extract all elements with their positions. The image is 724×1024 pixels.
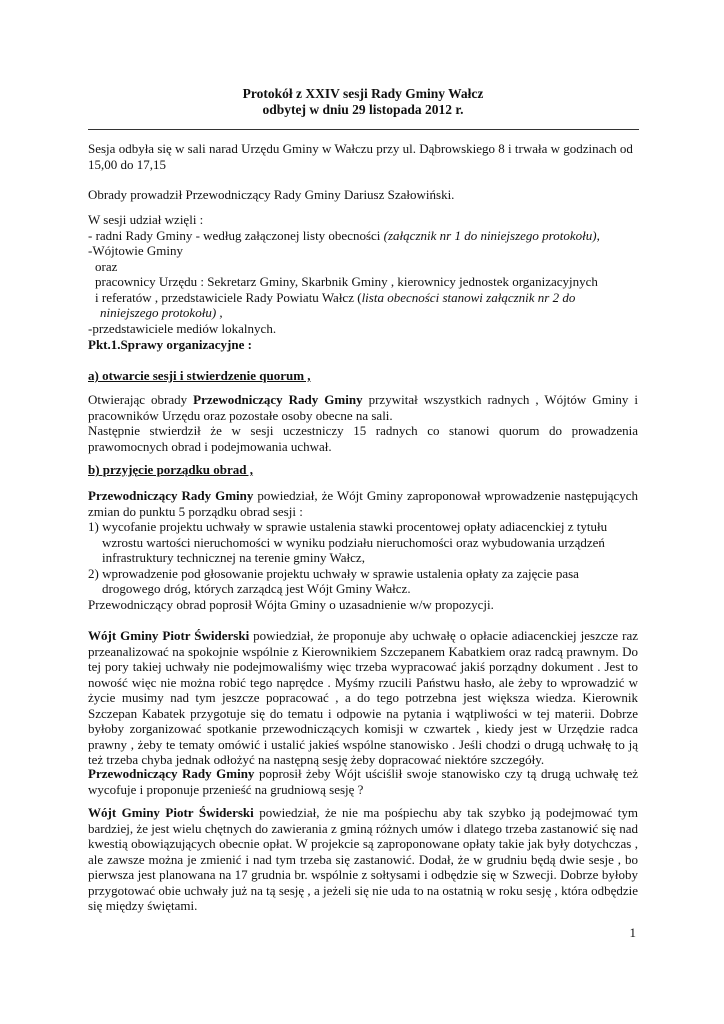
attachment-2-note: lista obecności stanowi załącznik nr 2 do: [361, 289, 576, 305]
list-item: 1) wycofanie projektu uchwały w sprawie ustalenia stawki procentowej opłaty adiacenckiej z tytułu wzrostu wartości nieruchomości w wyniku podziału nieruchomości oraz wybudowania urządzeń infrastruktury technicznej na terenie gminy Wałcz,: [88, 519, 608, 565]
section-1-heading: Pkt.1.Sprawy organizacyjne :: [88, 337, 252, 352]
attendance-heading: W sesji udział wzięli :: [88, 212, 204, 227]
title-line-2: odbytej w dniu 29 listopada 2012 r.: [262, 102, 464, 117]
mayor-name: Wójt Gminy Piotr Świderski: [88, 805, 254, 820]
agenda-change-list: [88, 519, 638, 597]
attendance-line-officials: i referatów , przedstawiciele Rady Powiatu Wałcz (lista obecności stanowi załącznik nr 2 do: [95, 289, 576, 305]
subsection-a-heading: a) otwarcie sesji i stwierdzenie quorum ,: [88, 368, 311, 383]
mayor-name: Wójt Gminy Piotr Świderski: [88, 628, 250, 643]
mayor-statement-2: Wójt Gminy Piotr Świderski powiedział, że nie ma pośpiechu aby tak szybko ją podejmować tym bardziej, że jest wielu chętnych do zawierania z gminą różnych umów i dlatego trzeba zastanowić się nad kwestią obowiązujących obecnie opłat. W projekcie są zaproponowane opłaty takie jak były dotychczas , ale zawsze można je zmienić i nad tym trzeba się zastanowić. Dodał, że w grudniu będą dwie sesje , bo pierwsza jest planowana na 17 grudnia br. wspólnie z sołtysami i odbędzie się w Szwecji. Dobrze byłoby przygotować obie uchwały już na tą sesję , a jeżeli się nie uda to na ostatnią w roku sesję , która odbędzie się między świętami.: [88, 805, 638, 913]
chairman-name: Przewodniczący Rady Gminy: [88, 766, 255, 781]
attendance-line-media: -przedstawiciele mediów lokalnych.: [88, 320, 277, 336]
attendance-line-mayors: -Wójtowie Gminy: [88, 243, 183, 258]
subsection-b-heading: b) przyjęcie porządku obrad ,: [88, 462, 254, 477]
attendance-line-protocol: niniejszego protokołu) ,: [100, 305, 223, 320]
mayor-statement-1: Wójt Gminy Piotr Świderski powiedział, że proponuje aby uchwałę o opłacie adiacenckiej jeszcze raz przeanalizować na spokojnie wspólnie z Kierownikiem Szczepanem Kabatkiem oraz radcą prawnym. Do tej pory takiej uchwały nie podejmowaliśmy więc trzeba wypracować jakiś porządny dokument . Jest to nowość więc nie można robić tego naprędce . Myśmy rzucili Państwu hasło, ale żeby to wprowadzić w życie musimy nad tym jeszcze popracować , a do tego potrzebna jest większa wiedza. Kierownik Szczepan Kabatek przygotuje się do tematu i odpowie na pytania i wątpliwości w tej materii. Dobrze byłoby zorganizować spotkanie przewodniczących komisji w czwartek , kiedy jest w Urzędzie radca prawny , żeby te tematy omówić i ustalić jakieś wspólne stanowisko . Jeśli chodzi o drugą uchwałę to ją też trzeba chyba jednak odłożyć na następną sesję żeby dopracować niektóre szczegóły.: [88, 628, 638, 767]
chair-paragraph: Obrady prowadził Przewodniczący Rady Gminy Dariusz Szałowiński.: [88, 187, 455, 202]
chairman-question: Przewodniczący Rady Gminy poprosił żeby Wójt uściślił swoje stanowisko czy tą drugą uchwałę też wycofuje i proponuje przenieść na grudniową sesję ?: [88, 766, 639, 797]
agenda-change-paragraph: Przewodniczący Rady Gminy powiedział, że Wójt Gminy zaproponował wprowadzenie następujących zmian do punktu 5 porządku obrad sesji :: [88, 488, 639, 519]
attendance-line-staff: pracownicy Urzędu : Sekretarz Gminy, Skarbnik Gminy , kierownicy jednostek organizacyjnych: [95, 274, 598, 289]
attachment-1-note: (załącznik nr 1 do niniejszego protokołu),: [383, 227, 600, 243]
attendance-line-councillors: - radni Rady Gminy - według załączonej listy obecności (załącznik nr 1 do niniejszego protokołu),: [88, 227, 600, 243]
quorum-text: Następnie stwierdził że w sesji uczestniczy 15 radnych co stanowi quorum do prowadzenia prawomocnych obrad i podejmowania uchwał.: [88, 423, 638, 454]
page-number: 1: [629, 925, 636, 940]
document-title: [88, 86, 638, 118]
opening-paragraph: Otwierając obrady Przewodniczący Rady Gminy przywitał wszystkich radnych , Wójtów Gminy i pracowników Urzędu oraz pozostałe osoby obecne na sali. Następnie stwierdził że w sesji uczestniczy 15 radnych co stanowi quorum do prowadzenia prawomocnych obrad i podejmowania uchwał.: [88, 392, 639, 454]
title-line-1: Protokół z XXIV sesji Rady Gminy Wałcz: [242, 86, 484, 101]
title-divider: [88, 129, 639, 130]
chairman-name: Przewodniczący Rady Gminy: [88, 488, 254, 503]
list-item: 2) wprowadzenie pod głosowanie projektu uchwały w sprawie ustalenia opłaty za zajęcie pasa drogowego dróg, których zarządcą jest Wójt Gminy Wałcz.: [88, 565, 579, 596]
venue-paragraph: Sesja odbyła się w sali narad Urzędu Gminy w Wałczu przy ul. Dąbrowskiego 8 i trwała w godzinach od 15,00 do 17,15: [88, 141, 633, 172]
attendance-block: [88, 212, 638, 336]
chairman-name: Przewodniczący Rady Gminy: [193, 392, 363, 407]
justification-request: Przewodniczący obrad poprosił Wójta Gminy o uzasadnienie w/w propozycji.: [88, 597, 494, 612]
attendance-line-oraz: oraz: [95, 258, 118, 274]
